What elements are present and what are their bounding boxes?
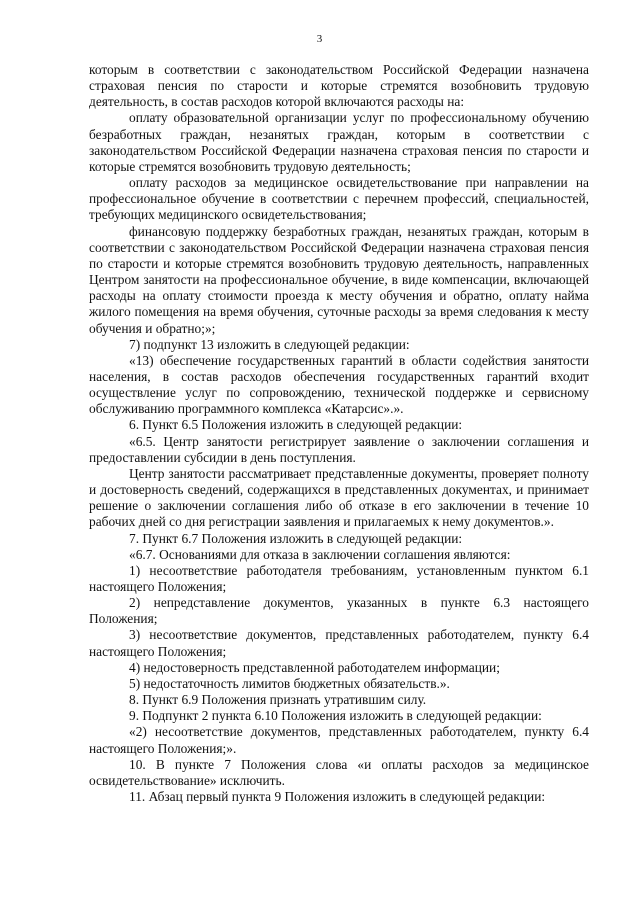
paragraph: финансовую поддержку безработных граждан, незанятых граждан, которым в соответствии с законодательством Российской Федерации назначена страховая пенсия по старости и которые стремятся возобновить трудовую деятельность, направленных Центром занятости на профессиональное обучение, в виде компенсации, включающей расходы на оплату стоимости проезда к месту обучения и обратно, оплату найма жилого помещения на время обучения, суточные расходы за время следования к месту обучения и обратно;»; [89,223,589,336]
paragraph: «6.7. Основаниями для отказа в заключении соглашения являются: [129,546,511,562]
paragraph: «2) несоответствие документов, представленных работодателем, пункту 6.4 настоящего Положения;». [89,724,589,756]
paragraph: оплату расходов за медицинское освидетельствование при направлении на профессиональное обучение в соответствии с перечнем профессий, специальностей, требующих медицинского освидетельствования; [89,175,589,223]
paragraph: 4) недостоверность представленной работодателем информации; [129,659,500,675]
paragraph: 8. Пункт 6.9 Положения признать утратившим силу. [129,692,427,708]
paragraph: «6.5. Центр занятости регистрирует заявление о заключении соглашения и предоставлении субсидии в день поступления. [89,433,589,465]
paragraph: 1) несоответствие работодателя требованиям, установленным пунктом 6.1 настоящего Положения; [89,562,589,594]
paragraph: 3) несоответствие документов, представленных работодателем, пункту 6.4 настоящего Положения; [89,627,589,659]
page-number: 3 [316,33,323,45]
paragraph: 7. Пункт 6.7 Положения изложить в следующей редакции: [129,530,463,546]
paragraph: 7) подпункт 13 изложить в следующей редакции: [129,336,410,352]
paragraph: 11. Абзац первый пункта 9 Положения изложить в следующей редакции: [129,789,546,805]
paragraph: 6. Пункт 6.5 Положения изложить в следующей редакции: [129,417,463,433]
document-body [89,62,589,805]
paragraph: 2) непредставление документов, указанных в пункте 6.3 настоящего Положения; [89,595,589,627]
paragraph: Центр занятости рассматривает представленные документы, проверяет полноту и достоверность сведений, содержащихся в представленных документах, и принимает решение о заключении соглашения либо об отказе в его заключении в течение 10 рабочих дней со дня регистрации заявления и прилагаемых к нему документов.». [89,465,589,530]
paragraph: 5) недостаточность лимитов бюджетных обязательств.». [129,675,450,691]
paragraph: 9. Подпункт 2 пункта 6.10 Положения изложить в следующей редакции: [129,708,542,724]
paragraph: «13) обеспечение государственных гарантий в области содействия занятости населения, в состав расходов обеспечения государственных гарантий входит осуществление услуг по сопровождению, технической поддержке и сервисному обслуживанию программного комплекса «Катарсис».». [89,352,589,417]
paragraph: оплату образовательной организации услуг по профессиональному обучению безработных граждан, незанятых граждан, которым в соответствии с законодательством Российской Федерации назначена страховая пенсия по старости и которые стремятся возобновить трудовую деятельность; [89,110,589,174]
paragraph: которым в соответствии с законодательством Российской Федерации назначена страховая пенсия по старости и которые стремятся возобновить трудовую деятельность, в состав расходов которой включаются расходы на: [89,62,589,110]
paragraph: 10. В пункте 7 Положения слова «и оплаты расходов за медицинское освидетельствование» исключить. [89,756,589,788]
